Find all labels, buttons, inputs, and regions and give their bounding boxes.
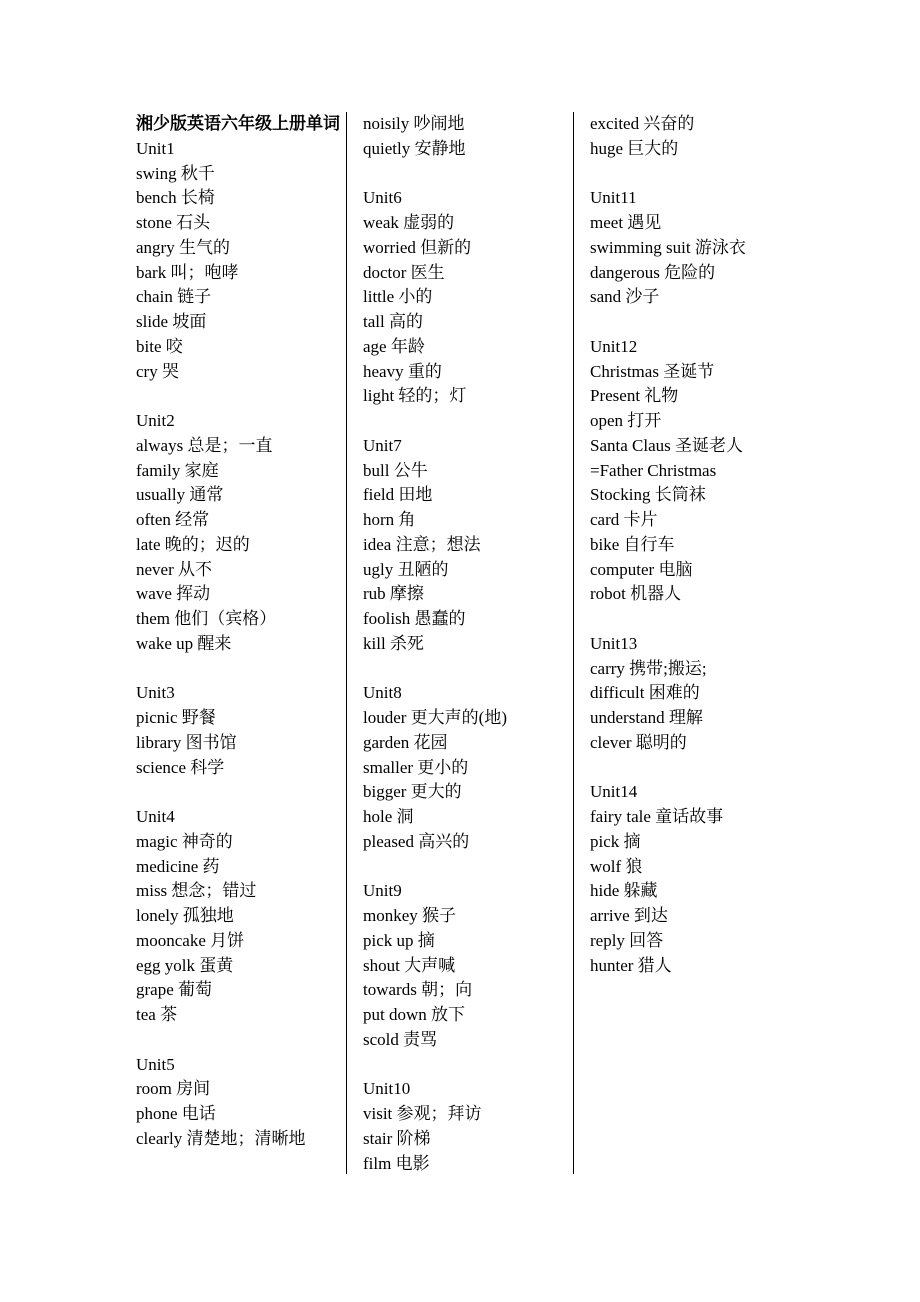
blank-line [363,162,568,187]
vocab-entry: slide 坡面 [136,312,207,331]
vocab-entry: wave 挥动 [136,584,211,604]
vocab-column-2 [363,112,568,1176]
vocab-entry: computer 电脑 [590,559,693,579]
vocab-entry: never 从不 [136,559,213,579]
unit-heading: Unit4 [136,807,175,826]
vocab-entry: weak 虚弱的 [363,213,455,232]
vocab-entry: idea 注意；想法 [363,534,481,554]
vocab-entry: carry 携带;搬运; [590,658,707,678]
vocab-entry: science 科学 [136,757,225,777]
vocab-entry: Stocking 长筒袜 [590,485,706,505]
vocab-entry: room 房间 [136,1079,211,1099]
vocab-entry: pick 摘 [590,831,641,851]
vocab-entry: towards 朝；向 [363,980,473,1000]
vocab-entry: always 总是；一直 [136,435,273,455]
vocab-entry: clearly 清楚地；清晰地 [136,1128,306,1148]
unit-heading: Unit11 [590,188,637,208]
vocab-entry: garden 花园 [363,732,448,752]
vocab-entry: rub 摩擦 [363,584,424,604]
vocab-entry: stone 石头 [136,213,211,232]
vocab-entry: Christmas 圣诞节 [590,361,715,381]
page-title: 湘少版英语六年级上册单词 [136,114,340,133]
vocab-entry: chain 链子 [136,287,212,307]
vocab-entry: huge 巨大的 [590,138,679,158]
vocab-entry: arrive 到达 [590,906,668,925]
vocab-entry: put down 放下 [363,1005,465,1024]
vocab-entry: stair 阶梯 [363,1128,431,1148]
blank-line [363,657,568,682]
vocab-entry: pick up 摘 [363,930,435,950]
unit-heading: Unit12 [590,336,638,356]
vocab-entry: noisily 吵闹地 [363,114,465,133]
vocab-entry: film 电影 [363,1153,430,1173]
vocab-entry: difficult 困难的 [590,683,700,703]
vocab-entry: smaller 更小的 [363,757,469,777]
vocab-entry: shout 大声喊 [363,955,456,975]
vocab-entry: visit 参观；拜访 [363,1104,482,1123]
vocab-entry: understand 理解 [590,708,703,727]
vocab-entry: bite 咬 [136,336,183,356]
vocab-entry: scold 责骂 [363,1029,438,1049]
vocab-entry: angry 生气的 [136,237,230,257]
vocab-entry: Present 礼物 [590,386,679,406]
vocab-entry: card 卡片 [590,510,658,529]
vocab-entry: hole 洞 [363,807,414,826]
vocab-entry: monkey 猴子 [363,906,457,925]
vocab-entry: meet 遇见 [590,213,662,232]
unit-heading: Unit9 [363,881,402,901]
unit-heading: Unit10 [363,1079,411,1099]
vocab-entry: doctor 医生 [363,262,445,282]
vocab-entry: them 他们（宾格） [136,609,277,628]
vocab-entry: age 年龄 [363,336,425,356]
unit-heading: Unit8 [363,683,402,703]
vocab-entry: tea 茶 [136,1005,178,1024]
unit-heading: Unit2 [136,411,175,430]
unit-heading: Unit13 [590,633,638,653]
vocab-entry: late 晚的；迟的 [136,534,250,554]
vocab-entry: ugly 丑陋的 [363,559,449,579]
vocab-entry: louder 更大声的(地) [363,708,508,727]
vocab-entry: grape 葡萄 [136,980,213,1000]
blank-line [136,657,341,682]
vocab-entry: =Father Christmas [590,460,717,480]
blank-line [363,1053,568,1078]
blank-line [590,162,790,187]
vocab-entry: family 家庭 [136,460,219,480]
unit-heading: Unit14 [590,782,638,802]
vocab-entry: bench 长椅 [136,188,215,208]
blank-line [136,780,341,805]
vocab-entry: bigger 更大的 [363,782,462,802]
vocab-column-1 [136,112,341,1152]
vocab-entry: miss 想念；错过 [136,881,257,901]
blank-line [136,384,341,409]
unit-heading: Unit7 [363,435,402,455]
vocab-entry: wolf 狼 [590,856,643,876]
vocab-entry: dangerous 危险的 [590,262,716,282]
blank-line [590,607,790,632]
vocab-entry: bull 公牛 [363,460,428,480]
vocab-entry: worried 但新的 [363,237,472,257]
vocab-entry: reply 回答 [590,930,664,950]
vocab-entry: kill 杀死 [363,633,424,653]
unit-heading: Unit1 [136,138,175,158]
vocab-entry: excited 兴奋的 [590,114,695,133]
vocab-entry: clever 聪明的 [590,732,687,752]
blank-line [136,1028,341,1053]
unit-heading: Unit3 [136,683,175,703]
vocab-entry: magic 神奇的 [136,831,233,851]
vocab-entry: fairy tale 童话故事 [590,807,724,826]
column-divider-1 [346,112,347,1174]
vocab-column-3 [590,112,790,978]
vocab-entry: open 打开 [590,411,662,430]
unit-heading: Unit5 [136,1054,175,1074]
vocab-entry: robot 机器人 [590,584,682,604]
blank-line [590,310,790,335]
vocab-entry: bike 自行车 [590,534,675,554]
vocab-entry: hide 躲藏 [590,881,658,901]
vocab-entry: mooncake 月饼 [136,930,245,950]
vocab-entry: often 经常 [136,510,210,529]
vocab-entry: field 田地 [363,485,433,505]
vocab-entry: swimming suit 游泳衣 [590,237,746,257]
blank-line [363,855,568,880]
vocab-entry: medicine 药 [136,856,220,876]
vocab-entry: tall 高的 [363,312,423,331]
vocab-entry: little 小的 [363,287,433,307]
vocab-entry: bark 叫；咆哮 [136,262,239,282]
unit-heading: Unit6 [363,188,402,208]
vocab-entry: usually 通常 [136,485,224,505]
vocab-entry: hunter 猎人 [590,955,672,975]
vocab-entry: Santa Claus 圣诞老人 [590,435,743,455]
column-divider-2 [573,112,574,1174]
vocab-entry: lonely 孤独地 [136,906,234,925]
vocab-entry: quietly 安静地 [363,138,466,158]
vocab-entry: pleased 高兴的 [363,831,470,851]
vocab-entry: egg yolk 蛋黄 [136,955,234,975]
vocab-entry: horn 角 [363,510,416,529]
vocab-entry: sand 沙子 [590,287,660,307]
vocab-entry: cry 哭 [136,361,179,381]
vocab-entry: heavy 重的 [363,361,442,381]
vocab-entry: picnic 野餐 [136,708,216,727]
vocab-entry: swing 秋千 [136,163,215,183]
vocab-entry: wake up 醒来 [136,633,232,653]
vocab-entry: foolish 愚蠢的 [363,609,466,628]
vocab-entry: library 图书馆 [136,732,237,752]
blank-line [590,756,790,781]
blank-line [363,409,568,434]
vocab-entry: light 轻的；灯 [363,386,467,406]
vocab-entry: phone 电话 [136,1104,216,1123]
